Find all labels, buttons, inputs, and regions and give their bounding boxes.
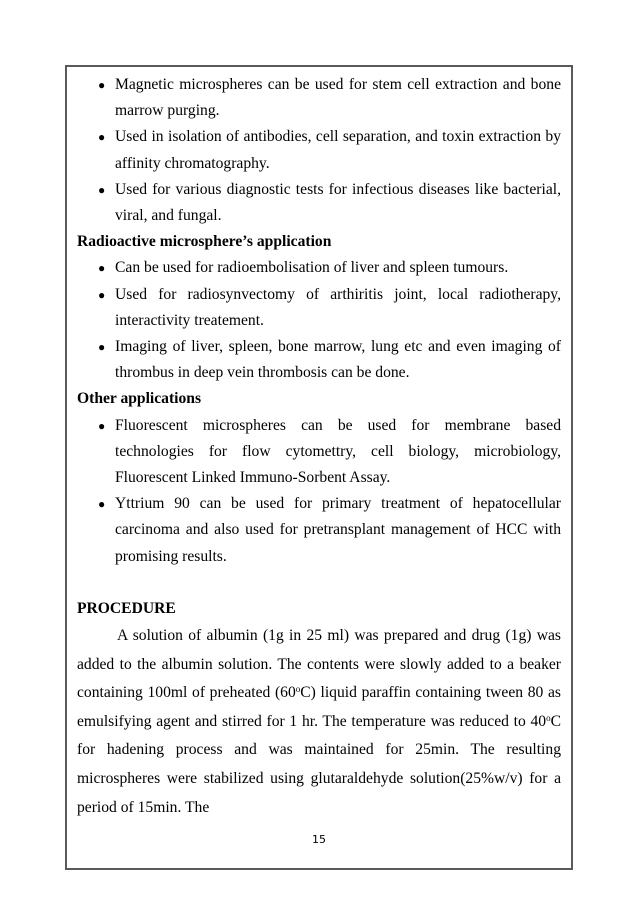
bullet-icon: ● bbox=[98, 340, 106, 355]
list-item-text: Used in isolation of antibodies, cell separation, and toxin extraction by affinity chromatography. bbox=[115, 128, 561, 172]
procedure-text: C) liquid paraffin containing tween 80 as emulsifying agent and stirred for 1 hr. The temperature was reduced to 40 bbox=[77, 684, 561, 730]
page-number: 15 bbox=[312, 833, 326, 846]
list-item bbox=[77, 177, 561, 229]
magnetic-applications-list bbox=[77, 72, 561, 229]
bullet-icon: ● bbox=[98, 497, 106, 512]
list-item bbox=[77, 334, 561, 386]
list-item-text: Used for radiosynvectomy of arthiritis joint, local radiotherapy, interactivity treatement. bbox=[115, 285, 561, 329]
procedure-paragraph bbox=[77, 622, 561, 822]
radioactive-applications-list bbox=[77, 255, 561, 386]
other-applications-list bbox=[77, 413, 561, 570]
list-item bbox=[77, 413, 561, 492]
degree-superscript: o bbox=[546, 712, 551, 723]
list-item bbox=[77, 491, 561, 570]
procedure-heading: PROCEDURE bbox=[77, 599, 176, 617]
list-item bbox=[77, 282, 561, 334]
list-item bbox=[77, 72, 561, 124]
procedure-text: C for hadening process and was maintained for 25min. The resulting microspheres were stabilized using glutaraldehyde solution(25%w/v) for a period of 15min. The bbox=[77, 712, 561, 816]
procedure-text: A solution of albumin (1g in 25 ml) was prepared and drug (1g) was added to the albumin solution. The contents were slowly added to a beaker containing 100ml of preheated (60 bbox=[77, 627, 561, 702]
bullet-icon: ● bbox=[98, 130, 106, 145]
bullet-icon: ● bbox=[98, 182, 106, 197]
list-item bbox=[77, 255, 561, 281]
other-applications-heading: Other applications bbox=[77, 390, 202, 408]
bullet-icon: ● bbox=[98, 261, 106, 276]
list-item bbox=[77, 124, 561, 176]
list-item-text: Imaging of liver, spleen, bone marrow, lung etc and even imaging of thrombus in deep vein thrombosis can be done. bbox=[115, 338, 561, 382]
list-item-text: Used for various diagnostic tests for infectious diseases like bacterial, viral, and fungal. bbox=[115, 180, 561, 225]
degree-superscript: o bbox=[295, 684, 301, 695]
list-item-text: Yttrium 90 can be used for primary treatment of hepatocellular carcinoma and also used for pretransplant management of HCC with promising results. bbox=[115, 495, 561, 565]
list-item-text: Can be used for radioembolisation of liver and spleen tumours. bbox=[115, 259, 509, 277]
list-item-text: Fluorescent microspheres can be used for membrane based technologies for flow cytomettry, cell biology, microbiology, Fluorescent Linked Immuno-Sorbent Assay. bbox=[115, 416, 561, 487]
radioactive-heading: Radioactive microsphere’s application bbox=[77, 233, 332, 251]
bullet-icon: ● bbox=[98, 418, 106, 433]
list-item-text: Magnetic microspheres can be used for stem cell extraction and bone marrow purging. bbox=[115, 76, 561, 120]
page-content bbox=[77, 72, 561, 822]
bullet-icon: ● bbox=[98, 287, 106, 302]
bullet-icon: ● bbox=[98, 78, 106, 92]
